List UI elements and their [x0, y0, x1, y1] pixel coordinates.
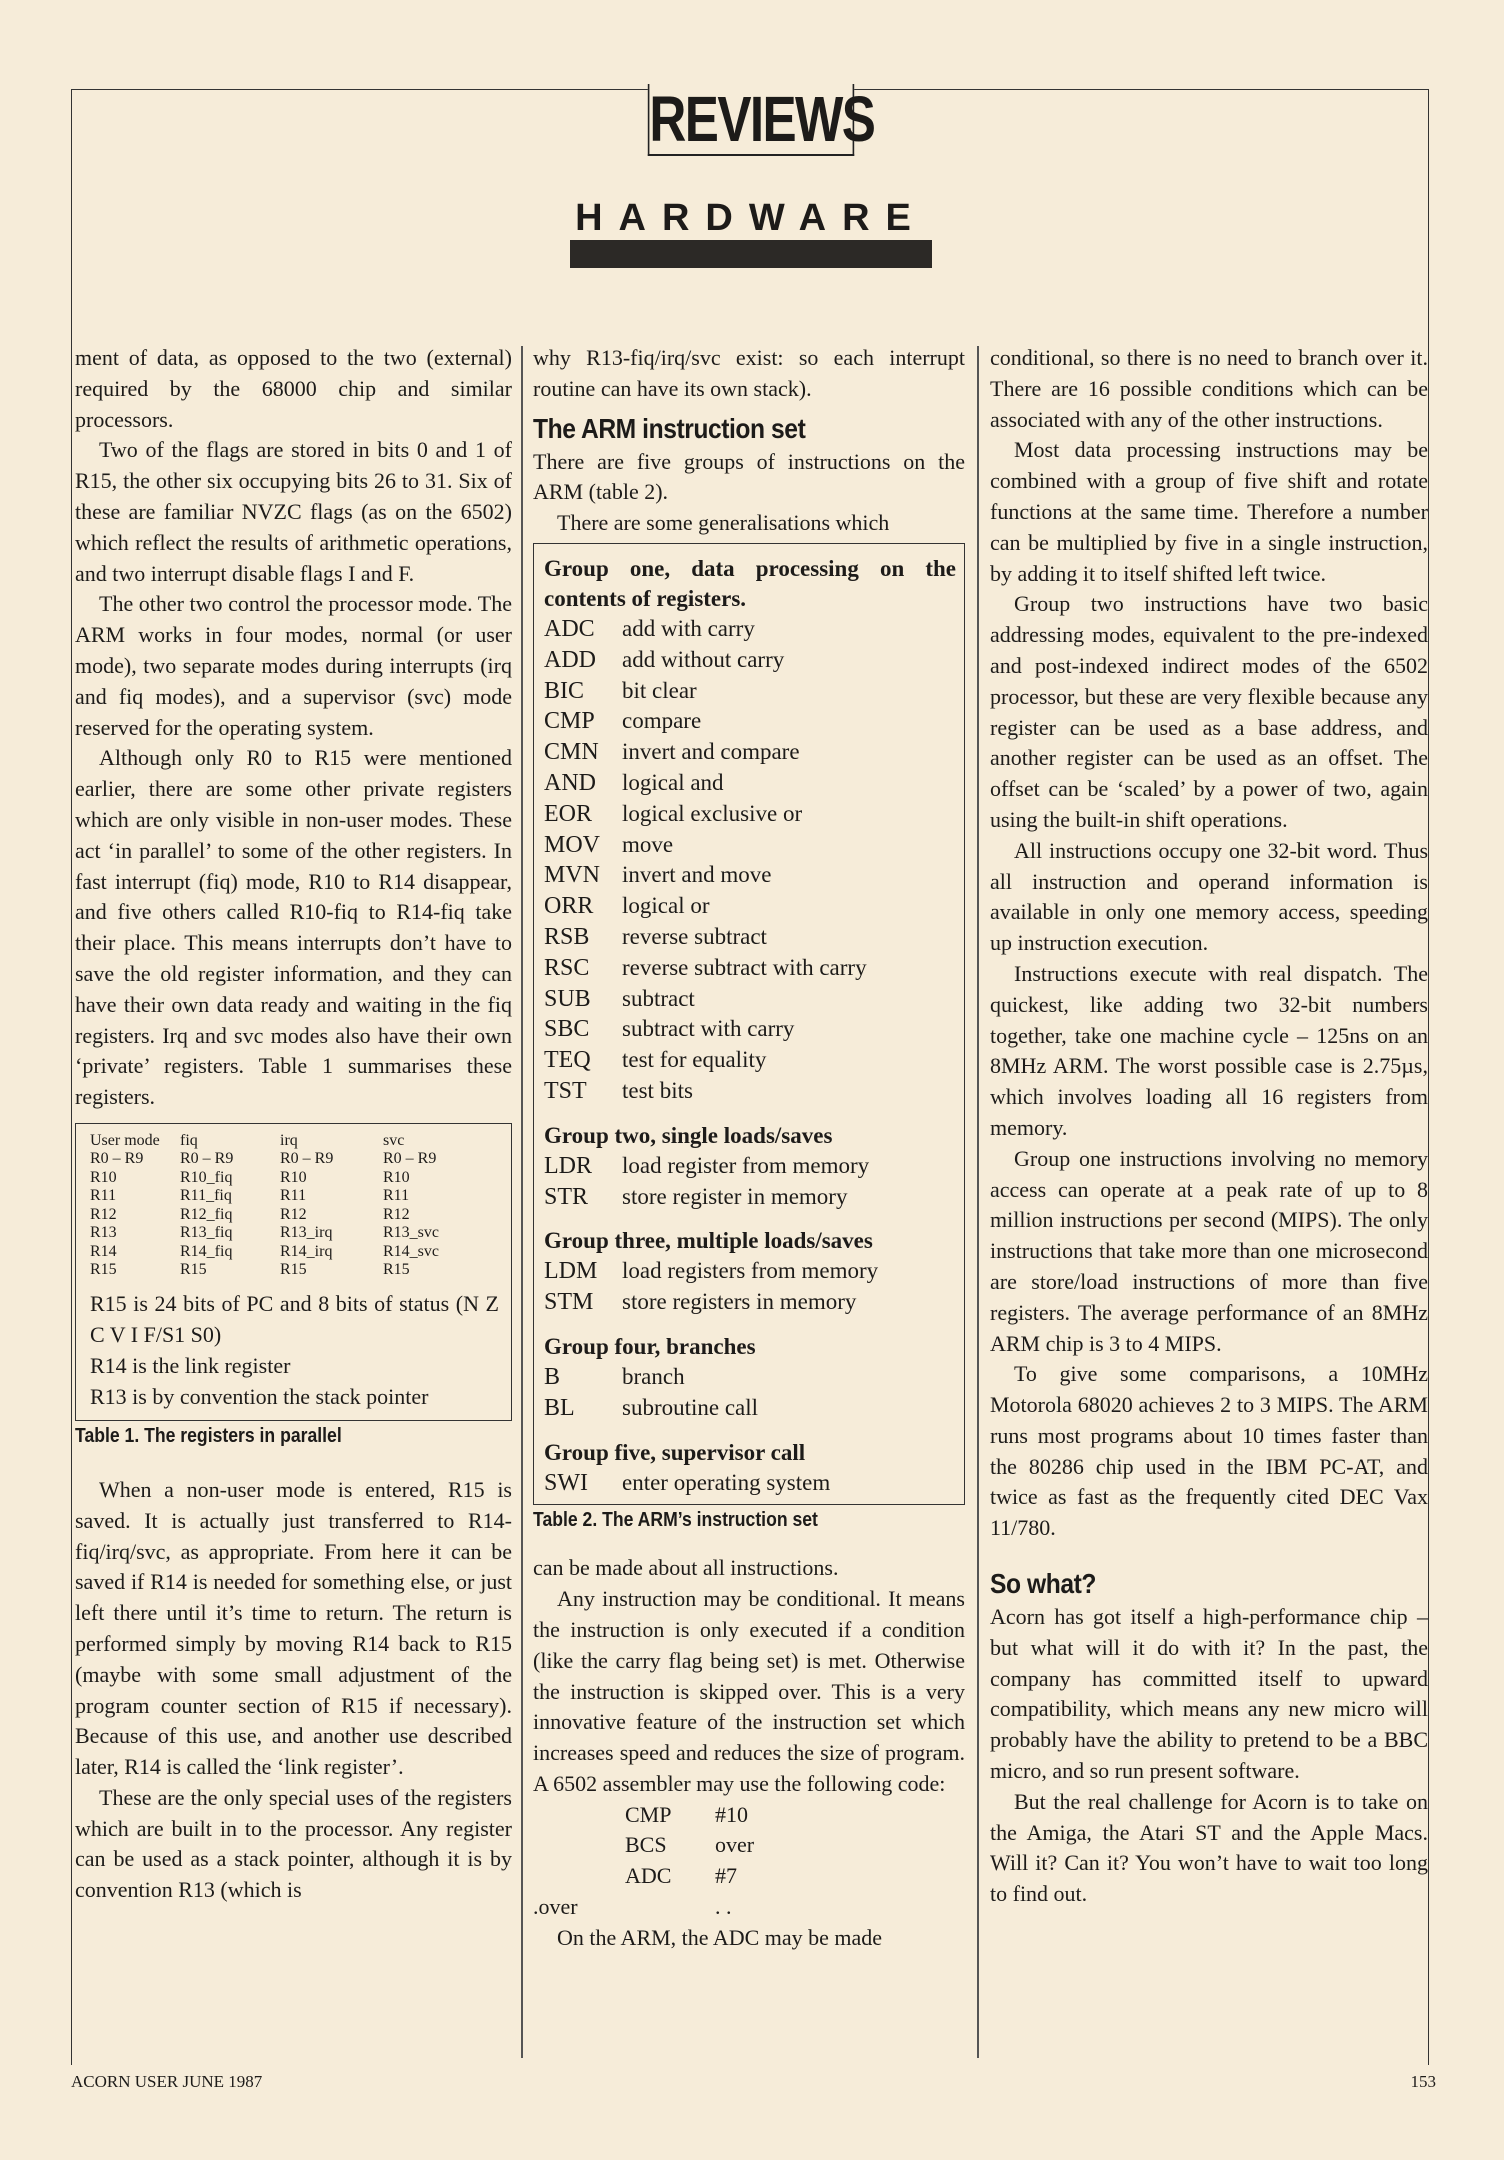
paragraph: There are five groups of instructions on the ARM (table 2). — [533, 448, 965, 505]
description: load register from memory — [622, 1152, 870, 1178]
instruction-row — [544, 1256, 956, 1287]
table-cell: R12 — [280, 1205, 307, 1223]
mnemonic: ADD — [544, 646, 596, 673]
code-op: ADC — [625, 1863, 672, 1889]
instruction-group — [544, 1121, 956, 1213]
table-cell: R11 — [90, 1187, 117, 1205]
paragraph: These are the only special uses of the registers which are built in to the processor. Any register can be used as a stack pointer, although it is by convention R13 (which is — [75, 1784, 512, 1903]
description: branch — [622, 1363, 685, 1389]
group-title: Group five, supervisor call — [544, 1439, 806, 1465]
table-cell: R15 — [280, 1261, 307, 1279]
table-cell: R14_irq — [280, 1242, 333, 1260]
table-header: fiq — [180, 1131, 198, 1149]
description: move — [622, 831, 674, 857]
table-note: R15 is 24 bits of PC and 8 bits of status (N Z C V I F/S1 S0) — [90, 1290, 499, 1347]
table-cell: R10 — [280, 1168, 307, 1186]
mnemonic: TST — [544, 1077, 587, 1104]
section-heading: The ARM instruction set — [533, 412, 806, 444]
mnemonic: BIC — [544, 677, 585, 704]
table-cell: R14_fiq — [180, 1242, 233, 1260]
paragraph: Most data processing instructions may be combined with a group of five shift and rotate functions at the same time. Therefore a number can be multiplied by five in a single instruction, by adding it to itself shifted left twice. — [990, 437, 1428, 586]
instruction-row — [544, 1182, 956, 1213]
paragraph: There are some generalisations which — [557, 510, 890, 536]
instruction-row — [544, 1151, 956, 1182]
table-cell: R0 – R9 — [180, 1150, 234, 1168]
paragraph: Acorn has got itself a high-performance chip – but what will it do with it? In the past, the company has committed itself to upward compatibility, which means any new micro will probably have the ability to pretend to be a BBC micro, and so run present software. — [990, 1604, 1428, 1784]
code-label — [533, 1861, 625, 1892]
instruction-row — [544, 614, 956, 645]
instruction-row — [544, 953, 956, 984]
code-arg: over — [715, 1832, 755, 1858]
instruction-row — [544, 1468, 956, 1499]
mnemonic: AND — [544, 769, 596, 796]
description: logical or — [622, 893, 710, 919]
description: store register in memory — [622, 1183, 848, 1209]
table-cell: R0 – R9 — [280, 1150, 334, 1168]
description: compare — [622, 708, 702, 734]
mnemonic: TEQ — [544, 1047, 591, 1074]
subsection-title: HARDWARE — [575, 197, 927, 239]
table-header: svc — [383, 1131, 405, 1149]
table-cell: R11_fiq — [180, 1187, 232, 1205]
table-note: R13 is by convention the stack pointer — [90, 1383, 429, 1409]
instruction-row — [544, 891, 956, 922]
paragraph: conditional, so there is no need to branch over it. There are 16 possible conditions which can be associated with any of the other instructions. — [990, 345, 1428, 432]
paragraph: To give some comparisons, a 10MHz Motorola 68020 achieves 2 to 3 MIPS. The ARM runs most programs about 10 times faster than the 80286 chip used in the IBM PC-AT, and twice as fast as the frequently cited DEC Vax 11/780. — [990, 1361, 1428, 1541]
column-1 — [75, 343, 512, 1906]
instruction-group — [544, 554, 956, 1107]
table-cell: R15 — [383, 1261, 410, 1279]
description: test for equality — [622, 1047, 767, 1073]
description: test bits — [622, 1077, 693, 1103]
paragraph: All instructions occupy one 32-bit word. Thus all instruction and operand information is available in only one memory access, speeding up instruction execution. — [990, 837, 1428, 956]
instruction-row — [544, 830, 956, 861]
instruction-row — [544, 645, 956, 676]
column-rule-2 — [977, 346, 979, 2058]
mnemonic: MVN — [544, 862, 601, 889]
table-cell: R11 — [383, 1187, 410, 1205]
table-2 — [533, 543, 965, 1505]
instruction-row — [544, 1362, 956, 1393]
code-arg: #7 — [715, 1863, 737, 1889]
section-title: REVIEWS — [649, 83, 875, 155]
mnemonic: CMP — [544, 708, 595, 735]
description: reverse subtract — [622, 923, 767, 949]
description: add with carry — [622, 615, 755, 641]
code-arg: . . — [715, 1894, 732, 1920]
subsection-bar — [570, 240, 932, 268]
description: invert and move — [622, 862, 772, 888]
table-cell: R0 – R9 — [383, 1150, 437, 1168]
description: logical and — [622, 769, 724, 795]
description: bit clear — [622, 677, 697, 703]
description: enter operating system — [622, 1469, 831, 1495]
paragraph: Instructions execute with real dispatch. The quickest, like adding two 32-bit numbers together, take one machine cycle – 125ns on an 8MHz ARM. The worst possible case is 2.75µs, which involves loading all 16 registers from memory. — [990, 960, 1428, 1140]
table-cell: R14_svc — [383, 1242, 439, 1260]
code-label — [533, 1830, 625, 1861]
mnemonic: BL — [544, 1394, 575, 1421]
description: add without carry — [622, 646, 785, 672]
paragraph: why R13-fiq/irq/svc exist: so each interrupt routine can have its own stack). — [533, 345, 965, 401]
instruction-row — [544, 984, 956, 1015]
table-cell: R13 — [90, 1224, 117, 1242]
table-cell: R12_fiq — [180, 1205, 233, 1223]
instruction-row — [544, 737, 956, 768]
group-title: Group one, data processing on the contents of registers. — [544, 555, 956, 611]
paragraph: But the real challenge for Acorn is to take on the Amiga, the Atari ST and the Apple Macs. Will it? Can it? You won’t have to wait too long to find out. — [990, 1788, 1428, 1907]
description: load registers from memory — [622, 1258, 879, 1284]
group-title: Group two, single loads/saves — [544, 1122, 833, 1148]
mnemonic: STM — [544, 1289, 594, 1316]
register-table — [90, 1132, 499, 1280]
column-2 — [533, 343, 965, 1954]
table-header: irq — [280, 1131, 298, 1149]
paragraph: ment of data, as opposed to the two (external) required by the 68000 chip and similar processors. — [75, 345, 512, 432]
code-label: .over — [533, 1894, 578, 1920]
description: reverse subtract with carry — [622, 954, 867, 980]
paragraph: On the ARM, the ADC may be made — [557, 1924, 883, 1950]
mnemonic: SWI — [544, 1469, 588, 1496]
group-title: Group four, branches — [544, 1333, 756, 1359]
mnemonic: EOR — [544, 800, 592, 827]
instruction-group — [544, 1332, 956, 1424]
code-op: CMP — [625, 1801, 672, 1827]
code-label — [533, 1800, 625, 1831]
mnemonic: RSB — [544, 923, 590, 950]
instruction-row — [544, 676, 956, 707]
mnemonic: RSC — [544, 954, 590, 981]
table-cell: R12 — [90, 1205, 117, 1223]
table-1 — [75, 1123, 512, 1421]
table-cell: R13_irq — [280, 1224, 333, 1242]
mnemonic: SBC — [544, 1016, 590, 1043]
code-op — [625, 1892, 715, 1923]
instruction-group — [544, 1438, 956, 1499]
instruction-row — [544, 706, 956, 737]
group-title: Group three, multiple loads/saves — [544, 1228, 873, 1254]
table-cell: R10 — [383, 1168, 410, 1186]
instruction-row — [544, 799, 956, 830]
mnemonic: STR — [544, 1183, 589, 1210]
description: logical exclusive or — [622, 800, 803, 826]
column-rule-1 — [521, 346, 523, 2058]
code-listing — [533, 1800, 965, 1923]
table-cell: R11 — [280, 1187, 307, 1205]
instruction-row — [544, 1045, 956, 1076]
description: subroutine call — [622, 1394, 759, 1420]
description: subtract with carry — [622, 1016, 795, 1042]
paragraph: Group two instructions have two basic addressing modes, equivalent to the pre-indexed and post-indexed indirect modes of the 6502 processor, but these are very flexible because any register can be used as a base address, and another register can be used as an offset. The offset can be ‘scaled’ by a power of two, again using the built-in shift operations. — [990, 591, 1428, 832]
instruction-row — [544, 1076, 956, 1107]
mnemonic: ORR — [544, 893, 594, 920]
mnemonic: LDR — [544, 1152, 592, 1179]
description: store registers in memory — [622, 1289, 857, 1315]
table-cell: R14 — [90, 1242, 117, 1260]
page-number: 153 — [1410, 2072, 1436, 2091]
table-cell: R13_svc — [383, 1224, 439, 1242]
footer-publication: ACORN USER JUNE 1987 — [71, 2072, 263, 2091]
instruction-row — [544, 1287, 956, 1318]
table-cell: R10 — [90, 1168, 117, 1186]
instruction-row — [544, 1014, 956, 1045]
paragraph: When a non-user mode is entered, R15 is saved. It is actually just transferred to R14-fiq/irq/svc, as appropriate. From here it can be saved if R14 is needed for something else, or just left there until it’s time to return. The return is performed simply by moving R14 back to R15 (maybe with some small adjustment of the program counter section of R15 if necessary). Because of this use, and another use described later, R14 is called the ‘link register’. — [75, 1476, 512, 1780]
paragraph: Although only R0 to R15 were mentioned earlier, there are some other private registers which are only visible in non-user modes. These act ‘in parallel’ to some of the other registers. In fast interrupt (fiq) mode, R10 to R14 disappear, and five others called R10-fiq to R14-fiq take their place. This means interrupts don’t have to save the old register information, and they can have their own data ready and waiting in the fiq registers. Irq and svc modes also have their own ‘private’ registers. Table 1 summarises these registers. — [75, 745, 512, 1110]
paragraph: Any instruction may be conditional. It means the instruction is only executed if a condition (like the carry flag being set) is met. Otherwise the instruction is skipped over. This is a very innovative feature of the instruction set which increases speed and reduces the size of program. A 6502 assembler may use the following code: — [533, 1586, 965, 1796]
table-note: R14 is the link register — [90, 1352, 291, 1378]
code-arg: #10 — [715, 1801, 748, 1827]
mnemonic: B — [544, 1363, 561, 1390]
table-cell: R13_fiq — [180, 1224, 233, 1242]
table-cell: R15 — [90, 1261, 117, 1279]
description: subtract — [622, 985, 695, 1011]
code-op: BCS — [625, 1832, 667, 1858]
paragraph: can be made about all instructions. — [533, 1555, 839, 1581]
mnemonic: LDM — [544, 1258, 598, 1285]
table-cell: R10_fiq — [180, 1168, 233, 1186]
instruction-row — [544, 922, 956, 953]
section-heading: So what? — [990, 1568, 1096, 1600]
mnemonic: ADC — [544, 615, 595, 642]
paragraph: The other two control the processor mode. The ARM works in four modes, normal (or user mode), two separate modes during interrupts (irq and fiq modes), and a supervisor (svc) mode reserved for the operating system. — [75, 591, 512, 740]
paragraph: Two of the flags are stored in bits 0 and 1 of R15, the other six occupying bits 26 to 31. Six of these are familiar NVZC flags (as on the 6502) which reflect the results of arithmetic operations, and two interrupt disable flags I and F. — [75, 437, 512, 586]
table-1-caption: Table 1. The registers in parallel — [75, 1424, 342, 1447]
table-cell: R12 — [383, 1205, 410, 1223]
mnemonic: SUB — [544, 985, 591, 1012]
instruction-group — [544, 1226, 956, 1318]
table-cell: R15 — [180, 1261, 207, 1279]
mnemonic: MOV — [544, 831, 601, 858]
instruction-row — [544, 860, 956, 891]
table-cell: R0 – R9 — [90, 1150, 144, 1168]
table-2-caption: Table 2. The ARM’s instruction set — [533, 1509, 818, 1532]
instruction-row — [544, 1393, 956, 1424]
table-header: User mode — [90, 1131, 160, 1149]
paragraph: Group one instructions involving no memory access can operate at a peak rate of up to 8 million instructions per second (MIPS). The only instructions that take more than one microsecond are store/load instructions of more than five registers. The average performance of an 8MHz ARM chip is 3 to 4 MIPS. — [990, 1145, 1428, 1356]
mnemonic: CMN — [544, 739, 599, 766]
table-1-notes — [90, 1288, 499, 1412]
description: invert and compare — [622, 739, 800, 765]
column-3 — [990, 343, 1428, 1910]
instruction-row — [544, 768, 956, 799]
